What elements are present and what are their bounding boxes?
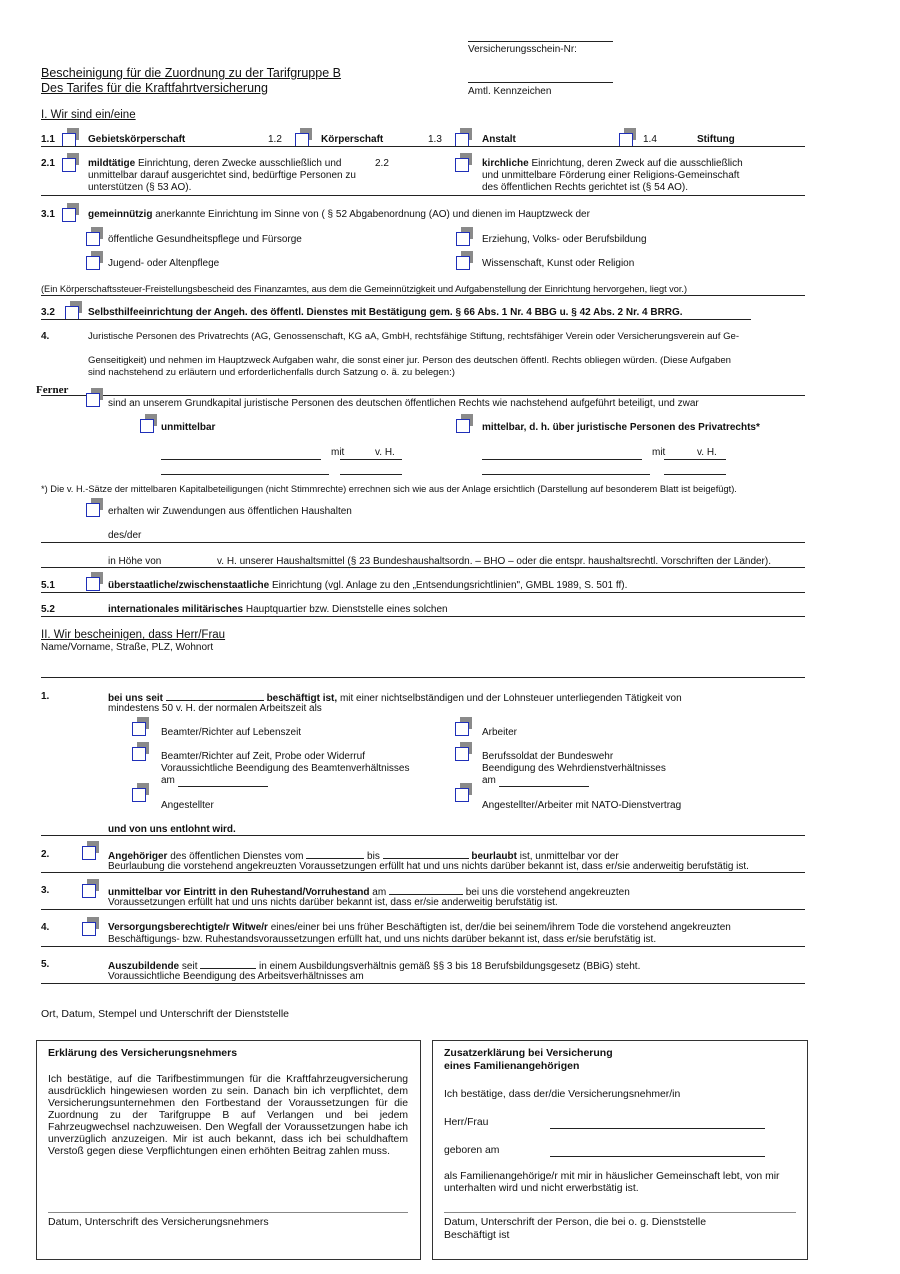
label-anstalt: Anstalt <box>482 134 516 145</box>
section-2-heading: II. Wir bescheinigen, dass Herr/Frau <box>41 629 226 641</box>
box2-title-1: Zusatzerklärung bei Versicherung <box>444 1047 613 1059</box>
text-mildtaetig-3: unterstützen (§ 53 AO). <box>88 182 192 193</box>
label-unmittelbar: unmittelbar <box>161 422 216 433</box>
checkbox-erziehung[interactable] <box>456 232 472 248</box>
item-number: 2.2 <box>375 158 389 169</box>
beteiligung-name-line[interactable] <box>161 459 321 460</box>
text-mildtaetig-2: unmittelbar darauf ausgerichtet sind, bedürftige Personen zu <box>88 170 356 181</box>
beteiligung-name-line-mittelbar-2[interactable] <box>482 474 650 475</box>
checkbox-zuwendungen[interactable] <box>86 503 102 519</box>
checkbox-beamter-lebenszeit[interactable] <box>132 722 148 738</box>
document-subtitle: Des Tarifes für die Kraftfahrtversicherung <box>41 81 268 95</box>
label-vh: v. H. <box>375 447 395 458</box>
footnote-kapitalbeteiligung: *) Die v. H.-Sätze der mittelbaren Kapitalbeteiligungen (nicht Stimmrechte) errechnen sich wie aus der Anlage ersichtlich (Darstellung auf besonderem Blatt ist beigefügt). <box>41 484 737 494</box>
label-selbsthilfe: Selbsthilfeeinrichtung der Angeh. des öffentl. Dienstes mit Bestätigung gem. § 66 Abs. 1 Nr. 4 BBG u. § 42 Abs. 2 Nr. 4 BRRG. <box>88 307 683 318</box>
item-number: 2.1 <box>41 158 55 169</box>
label-am: am <box>482 775 496 786</box>
checkbox-arbeiter[interactable] <box>455 722 471 738</box>
label-erziehung: Erziehung, Volks- oder Berufsbildung <box>482 234 647 245</box>
item-number: 1.3 <box>428 134 442 145</box>
item-number: 4. <box>41 331 50 342</box>
checkbox-unmittelbar[interactable] <box>140 419 156 435</box>
document-title: Bescheinigung für die Zuordnung zu der Tarifgruppe B <box>41 66 341 80</box>
box2-signature-label-2: Beschäftigt ist <box>444 1229 510 1241</box>
text-haushaltsmittel: v. H. unserer Haushaltsmittel (§ 23 Bundeshaushaltsordn. – BHO – oder die entspr. haushaltsrechtl. Vorschriften der Länder). <box>217 556 771 567</box>
label-ort-datum-stempel: Ort, Datum, Stempel und Unterschrift der Dienststelle <box>41 1008 290 1020</box>
beteiligung-percent-line-mittelbar[interactable] <box>664 459 726 460</box>
label-berufssoldat: Berufssoldat der Bundeswehr <box>482 751 614 762</box>
divider <box>41 872 805 873</box>
label-stiftung: Stiftung <box>697 134 735 145</box>
divider <box>41 319 751 320</box>
item-number: 2. <box>41 849 50 860</box>
text-gemeinnuetzig: gemeinnützig anerkannte Einrichtung im Sinne von ( § 52 Abgabenordnung (AO) und dienen im Hauptzweck der <box>88 209 590 220</box>
label-beamter-lebenszeit: Beamter/Richter auf Lebenszeit <box>161 727 302 738</box>
text-witwe-2: Beschäftigungs- bzw. Ruhestandsvoraussetzungen erfüllt hat, und uns nichts darüber bekannt ist, dass er/sie berufstätig ist. <box>108 934 657 945</box>
label-mittelbar: mittelbar, d. h. über juristische Personen des Privatrechts* <box>482 422 760 433</box>
section-1-heading: I. Wir sind ein/eine <box>41 109 136 121</box>
item-number: 1.4 <box>643 134 657 145</box>
text-entlohnt: und von uns entlohnt wird. <box>108 824 236 835</box>
note-freistellungsbescheid: (Ein Körperschaftssteuer-Freistellungsbescheid des Finanzamtes, aus dem die Gemeinnützigkeit und Aufgabenstellung der Einrichtung hervorgehen, liegt vor.) <box>41 284 688 294</box>
beteiligung-percent-line-2[interactable] <box>340 474 402 475</box>
beteiligung-percent-line-mittelbar-2[interactable] <box>664 474 726 475</box>
label-desder: des/der <box>108 530 142 541</box>
checkbox-gesundheitspflege[interactable] <box>86 232 102 248</box>
box2-text-1: Ich bestätige, dass der/die Versicherungsnehmer/in <box>444 1089 681 1100</box>
label-geboren-am: geboren am <box>444 1145 500 1156</box>
label-beamter-beendigung: Voraussichtliche Beendigung des Beamtenverhältnisses <box>161 763 410 774</box>
text-arbeitszeit: mindestens 50 v. H. der normalen Arbeitszeit als <box>108 703 322 714</box>
box1-signature-label: Datum, Unterschrift des Versicherungsnehmers <box>48 1216 269 1228</box>
item-number: 1. <box>41 691 50 702</box>
beamter-end-date-line[interactable] <box>178 786 268 787</box>
text-kirchlich: kirchliche Einrichtung, deren Zweck auf die ausschließlich <box>482 158 743 169</box>
label-herr-frau: Herr/Frau <box>444 1117 489 1128</box>
label-koerperschaft: Körperschaft <box>321 134 384 145</box>
label-angestellter: Angestellter <box>161 800 214 811</box>
checkbox-gemeinnuetzig[interactable] <box>62 208 78 224</box>
text-mildtaetig: mildtätige Einrichtung, deren Zwecke ausschließlich und <box>88 158 342 169</box>
item-number: 1.2 <box>268 134 282 145</box>
label-wehrdienst-beendigung: Beendigung des Wehrdienstverhältnisses <box>482 763 666 774</box>
label-vh: v. H. <box>697 447 717 458</box>
divider <box>41 195 805 196</box>
text-ruhestand-2: Voraussetzungen erfüllt hat und uns nichts darüber bekannt ist, dass er/sie anderweitig berufstätig ist. <box>108 897 558 908</box>
checkbox-mittelbar[interactable] <box>456 419 472 435</box>
text-beschaeftigt: bei uns seit beschäftigt ist, mit einer nichtselbständigen und der Lohnsteuer unterliegenden Tätigkeit von <box>108 693 682 704</box>
divider <box>41 567 805 568</box>
text-auszubildende: Auszubildende seit in einem Ausbildungsverhältnis gemäß §§ 3 bis 18 Berufsbildungsgesetz (BBiG) steht. <box>108 961 641 972</box>
text-juristische-personen-2: Genseitigkeit) und nehmen im Hauptzweck Aufgaben wahr, die sonst einer jur. Person des deutschen öffentl. Rechts obliegen würden. (Diese Aufgaben <box>88 355 731 366</box>
item-number: 4. <box>41 922 50 933</box>
checkbox-berufssoldat[interactable] <box>455 747 471 763</box>
checkbox-kirchlich[interactable] <box>455 158 471 174</box>
checkbox-nato[interactable] <box>455 788 471 804</box>
label-beamter-zeit: Beamter/Richter auf Zeit, Probe oder Widerruf <box>161 751 365 762</box>
divider <box>41 835 805 836</box>
divider <box>41 295 805 296</box>
box2-signature-line[interactable] <box>444 1212 796 1213</box>
label-arbeiter: Arbeiter <box>482 727 518 738</box>
text-witwe: Versorgungsberechtigte/r Witwe/r eines/einer bei uns früher Beschäftigten ist, der/die bei seinem/ihrem Tode die vorstehend angekreuzten <box>108 922 731 933</box>
box1-text: Ich bestätige, auf die Tarifbestimmungen für die Kraftfahrzeugversicherung ausdrücklich hingewiesen worden zu sein. Danach bin ich verpflichtet, dem Versicherungsunternehmen den Fortbestand der Voraussetzungen für die Zuordnung zu der Tarifgruppe B auf Verlangen und bei jedem Fahrzeugwechsel nachzuweisen. Den Wegfall der Voraussetzungen habe ich unverzüglich anzuzeigen. Mir ist auch bekannt, dass ich bei schuldhaftem Verstoß gegen diese Verpflichtungen einen erhöhten Beitrag zahlen muss. <box>48 1074 408 1157</box>
item-number: 1.1 <box>41 134 55 145</box>
checkbox-beamter-zeit[interactable] <box>132 747 148 763</box>
checkbox-wissenschaft[interactable] <box>456 256 472 272</box>
box1-signature-line[interactable] <box>48 1212 408 1213</box>
checkbox-angehoeriger[interactable] <box>82 846 98 862</box>
checkbox-angestellter[interactable] <box>132 788 148 804</box>
text-hauptquartier: internationales militärisches Hauptquartier bzw. Dienststelle eines solchen <box>108 604 448 615</box>
geboren-am-line[interactable] <box>550 1156 765 1157</box>
box2-signature-label-1: Datum, Unterschrift der Person, die bei o. g. Dienststelle <box>444 1216 707 1228</box>
item-number: 3.1 <box>41 209 55 220</box>
item-number: 5.2 <box>41 604 55 615</box>
label-in-hoehe-von: in Höhe von <box>108 556 162 567</box>
divider <box>41 983 805 984</box>
text-juristische-personen-1: Juristische Personen des Privatrechts (AG, Genossenschaft, KG aA, GmbH, rechtsfähige Stiftung, rechtsfähiger Verein oder Versicherungsverein auf Ge- <box>88 331 740 342</box>
divider <box>41 946 805 947</box>
label-wissenschaft: Wissenschaft, Kunst oder Religion <box>482 258 635 269</box>
text-kirchlich-3: des öffentlichen Rechts gerichtet ist (§ 54 AO). <box>482 182 689 193</box>
text-ruhestand: unmittelbar vor Eintritt in den Ruhestand/Vorruhestand am bei uns die vorstehend angekreuzten <box>108 887 630 898</box>
soldat-end-date-line[interactable] <box>499 786 589 787</box>
label-am: am <box>161 775 175 786</box>
label-gebietskoerperschaft: Gebietskörperschaft <box>88 134 186 145</box>
text-ausbildung-beendigung: Voraussichtliche Beendigung des Arbeitsverhältnisses am <box>108 971 364 982</box>
divider <box>41 909 805 910</box>
label-gesundheitspflege: öffentliche Gesundheitspflege und Fürsorge <box>108 234 302 245</box>
desder-line[interactable] <box>41 542 805 543</box>
text-angehoeriger: Angehöriger des öffentlichen Dienstes vom bis beurlaubt ist, unmittelbar vor der <box>108 851 619 862</box>
divider <box>41 616 805 617</box>
divider <box>41 395 805 396</box>
item-number: 5. <box>41 959 50 970</box>
divider <box>41 592 805 593</box>
beteiligung-percent-line[interactable] <box>340 459 402 460</box>
beteiligung-name-line-2[interactable] <box>161 474 329 475</box>
checkbox-witwe[interactable] <box>82 922 98 938</box>
checkbox-jugendpflege[interactable] <box>86 256 102 272</box>
box2-title-2: eines Familienangehörigen <box>444 1060 580 1072</box>
label-mit: mit <box>652 447 666 458</box>
label-ferner: Ferner <box>36 384 69 396</box>
box2-text-2: als Familienangehörige/r mit mir in häuslicher Gemeinschaft lebt, von mir unterhalten wird und nicht erwerbstätig ist. <box>444 1171 780 1194</box>
label-mit: mit <box>331 447 345 458</box>
text-kirchlich-2: und unmittelbare Förderung einer Religions-Gemeinschaft <box>482 170 740 181</box>
policy-number-label: Versicherungsschein-Nr: <box>468 44 577 55</box>
checkbox-grundkapital[interactable] <box>86 393 102 409</box>
checkbox-ueberstaatlich[interactable] <box>86 577 102 593</box>
item-number: 5.1 <box>41 580 55 591</box>
text-zuwendungen: erhalten wir Zuwendungen aus öffentlichen Haushalten <box>108 506 352 517</box>
item-number: 3. <box>41 885 50 896</box>
checkbox-ruhestand[interactable] <box>82 884 98 900</box>
beteiligung-name-line-mittelbar[interactable] <box>482 459 642 460</box>
policy-number-line[interactable] <box>468 41 613 42</box>
text-grundkapital: sind an unserem Grundkapital juristische Personen des deutschen öffentlichen Rechts wie nachstehend aufgeführt beteiligt, und zwar <box>108 398 699 409</box>
name-address-line[interactable] <box>41 677 805 678</box>
license-plate-label: Amtl. Kennzeichen <box>468 86 552 97</box>
label-jugendpflege: Jugend- oder Altenpflege <box>108 258 220 269</box>
label-nato: Angestellter/Arbeiter mit NATO-Dienstvertrag <box>482 800 682 811</box>
divider <box>41 146 805 147</box>
item-number: 3.2 <box>41 307 55 318</box>
license-plate-line[interactable] <box>468 82 613 83</box>
checkbox-mildtaetig[interactable] <box>62 158 78 174</box>
text-beurlaubung: Beurlaubung die vorstehend angekreuzten Voraussetzungen erfüllt hat und uns nichts darüber bekannt ist, dass er/sie anderweitig berufstätig ist. <box>108 861 749 872</box>
text-juristische-personen-3: sind nachstehend zu erläutern und erforderlichenfalls durch Satzung o. ä. zu belegen:) <box>88 367 455 378</box>
text-ueberstaatlich: überstaatliche/zwischenstaatliche Einrichtung (vgl. Anlage zu den „Entsendungsrichtlinien", GMBL 1989, S. 501 ff). <box>108 580 628 591</box>
herr-frau-line[interactable] <box>550 1128 765 1129</box>
label-name-address: Name/Vorname, Straße, PLZ, Wohnort <box>41 642 214 653</box>
box1-title: Erklärung des Versicherungsnehmers <box>48 1047 238 1059</box>
